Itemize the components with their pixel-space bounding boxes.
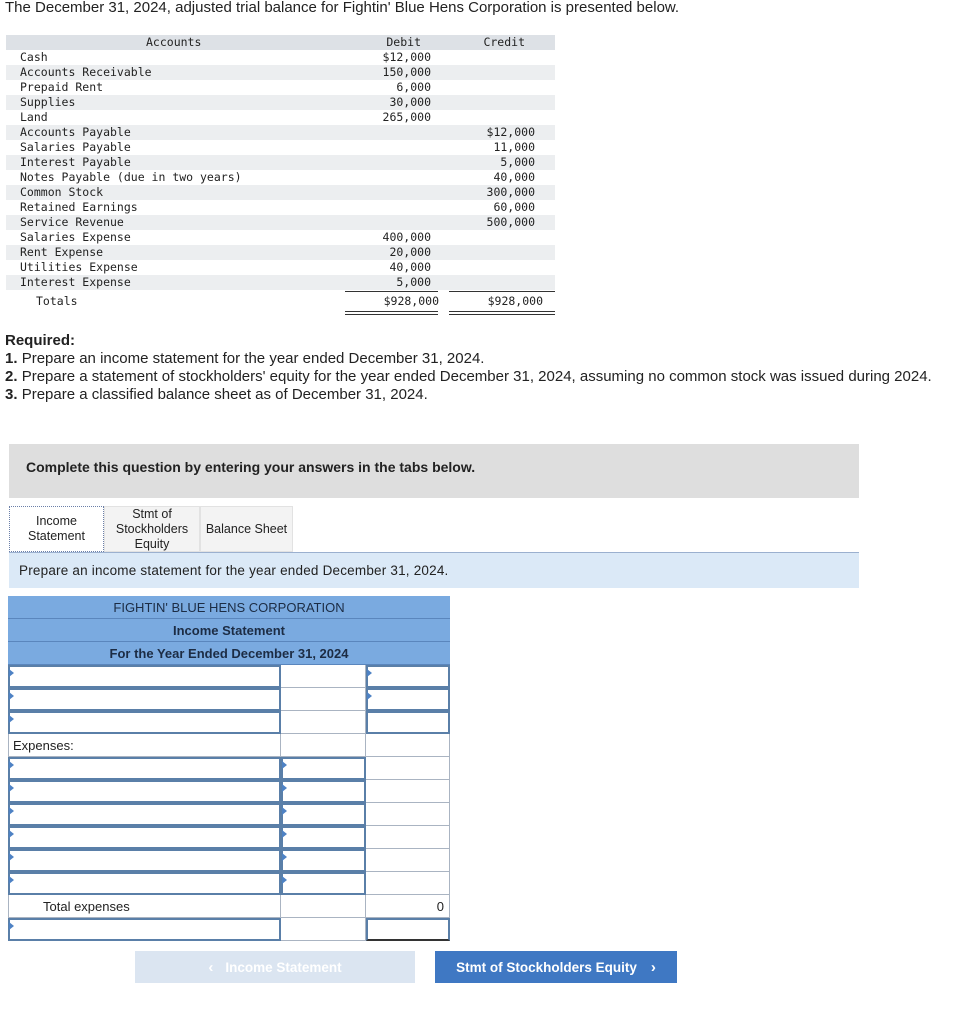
expense-amount-input[interactable]	[281, 780, 366, 803]
credit-amount: 5,000	[500, 155, 535, 169]
debit-amount: $12,000	[382, 50, 431, 64]
credit-total-rule	[449, 291, 555, 292]
credit-double-underline	[449, 311, 555, 315]
income-statement-form	[8, 596, 450, 941]
net-income-total-input[interactable]	[366, 918, 450, 941]
trial-balance-totals	[6, 291, 555, 311]
expense-label-input[interactable]	[8, 803, 281, 826]
account-name: Service Revenue	[20, 215, 124, 229]
account-name: Land	[20, 110, 48, 124]
account-name: Supplies	[20, 95, 76, 109]
intro-text: The December 31, 2024, adjusted trial balance for Fightin' Blue Hens Corporation is presented below.	[5, 0, 680, 16]
debit-amount: 20,000	[389, 245, 431, 259]
required-item-3: 3. Prepare a classified balance sheet as of December 31, 2024.	[5, 386, 428, 403]
account-name: Interest Expense	[20, 275, 131, 289]
expense-row	[8, 757, 450, 780]
account-name: Common Stock	[20, 185, 104, 199]
expense-amount-input[interactable]	[281, 849, 366, 872]
trial-balance-row	[6, 65, 555, 80]
trial-balance-row	[6, 110, 555, 125]
account-name: Prepaid Rent	[20, 80, 104, 94]
expense-total-cell	[366, 872, 450, 895]
trial-balance-row	[6, 185, 555, 200]
total-expenses-value: 0	[366, 895, 450, 918]
tab-prompt-text: Prepare an income statement for the year ended December 31, 2024.	[19, 563, 449, 578]
account-name: Salaries Expense	[20, 230, 131, 244]
revenue-label-input[interactable]	[8, 665, 281, 688]
account-name: Interest Payable	[20, 155, 131, 169]
chevron-left-icon: ‹	[208, 958, 214, 976]
debit-amount: 5,000	[396, 275, 431, 289]
expense-label-input[interactable]	[8, 780, 281, 803]
trial-balance-row	[6, 140, 555, 155]
tab-balance-sheet-label: Balance Sheet	[205, 521, 288, 536]
tab-balance-sheet[interactable]	[200, 506, 293, 552]
debit-amount: 40,000	[389, 260, 431, 274]
trial-balance-row	[6, 95, 555, 110]
account-name: Cash	[20, 50, 48, 64]
expense-row	[8, 780, 450, 803]
trial-balance-row	[6, 275, 555, 290]
prev-tab-label: Income Statement	[225, 959, 342, 975]
tab-income-statement[interactable]	[9, 506, 104, 552]
next-tab-label: Stmt of Stockholders Equity	[456, 959, 637, 975]
expenses-heading-row	[8, 734, 450, 757]
instruction-text: Complete this question by entering your answers in the tabs below.	[26, 459, 476, 475]
expenses-amount-cell	[281, 734, 366, 757]
debit-double-underline	[345, 311, 438, 315]
credit-amount: 300,000	[486, 185, 535, 199]
credit-amount: 11,000	[493, 140, 535, 154]
revenue-row	[8, 711, 450, 734]
account-name: Retained Earnings	[20, 200, 138, 214]
expense-amount-input[interactable]	[281, 757, 366, 780]
debit-amount: 6,000	[396, 80, 431, 94]
header-credit: Credit	[483, 35, 525, 49]
trial-balance-table	[6, 35, 555, 311]
account-name: Accounts Receivable	[20, 65, 152, 79]
total-expenses-amount-cell	[281, 895, 366, 918]
trial-balance-row	[6, 245, 555, 260]
total-expenses-row	[8, 895, 450, 918]
prev-tab-button[interactable]	[135, 951, 415, 983]
trial-balance-row	[6, 215, 555, 230]
totals-debit: $928,000	[383, 294, 439, 308]
expense-total-cell	[366, 757, 450, 780]
tab-prompt	[9, 553, 859, 588]
revenue-row	[8, 688, 450, 711]
revenue-total-input[interactable]	[366, 665, 450, 688]
statement-period: For the Year Ended December 31, 2024	[8, 642, 450, 665]
revenue-amount-cell	[281, 711, 366, 734]
trial-balance-header	[6, 35, 555, 50]
revenue-amount-cell	[281, 665, 366, 688]
expense-amount-input[interactable]	[281, 803, 366, 826]
expense-label-input[interactable]	[8, 849, 281, 872]
next-tab-button[interactable]	[435, 951, 677, 983]
expenses-label: Expenses:	[8, 734, 281, 757]
required-item-1: 1. Prepare an income statement for the year ended December 31, 2024.	[5, 350, 485, 367]
expense-amount-input[interactable]	[281, 872, 366, 895]
net-income-amount-cell	[281, 918, 366, 941]
credit-amount: $12,000	[486, 125, 535, 139]
expense-label-input[interactable]	[8, 826, 281, 849]
trial-balance-row	[6, 80, 555, 95]
totals-credit: $928,000	[487, 294, 543, 308]
revenue-total-input[interactable]	[366, 688, 450, 711]
trial-balance-row	[6, 230, 555, 245]
trial-balance-row	[6, 260, 555, 275]
header-accounts: Accounts	[146, 35, 202, 49]
expense-label-input[interactable]	[8, 872, 281, 895]
debit-amount: 150,000	[382, 65, 431, 79]
tab-stmt-equity-label: Stmt of Stockholders Equity	[115, 506, 189, 551]
credit-amount: 60,000	[493, 200, 535, 214]
net-income-row	[8, 918, 450, 941]
company-name: FIGHTIN' BLUE HENS CORPORATION	[8, 596, 450, 619]
total-expenses-label: Total expenses	[8, 895, 281, 918]
revenue-label-input[interactable]	[8, 688, 281, 711]
expense-total-cell	[366, 826, 450, 849]
trial-balance-row	[6, 50, 555, 65]
required-item-2: 2. Prepare a statement of stockholders' equity for the year ended December 31, 2024, assuming no common stock was issued during 2024.	[5, 368, 932, 385]
totals-label: Totals	[36, 294, 78, 308]
required-section	[5, 332, 950, 404]
account-name: Utilities Expense	[20, 260, 138, 274]
tab-income-statement-label: Income Statement	[28, 514, 85, 543]
account-name: Accounts Payable	[20, 125, 131, 139]
expense-total-cell	[366, 803, 450, 826]
header-debit: Debit	[386, 35, 421, 49]
tab-stmt-equity[interactable]	[104, 506, 200, 552]
credit-amount: 500,000	[486, 215, 535, 229]
account-name: Salaries Payable	[20, 140, 131, 154]
expense-row	[8, 849, 450, 872]
expense-amount-input[interactable]	[281, 826, 366, 849]
debit-amount: 265,000	[382, 110, 431, 124]
account-name: Notes Payable (due in two years)	[20, 170, 242, 184]
trial-balance-row	[6, 170, 555, 185]
debit-amount: 400,000	[382, 230, 431, 244]
expense-row	[8, 872, 450, 895]
trial-balance-row	[6, 155, 555, 170]
revenue-row	[8, 665, 450, 688]
chevron-right-icon: ›	[650, 958, 656, 976]
trial-balance-row	[6, 200, 555, 215]
expenses-total-cell	[366, 734, 450, 757]
expense-total-cell	[366, 780, 450, 803]
expense-label-input[interactable]	[8, 757, 281, 780]
expense-row	[8, 826, 450, 849]
credit-amount: 40,000	[493, 170, 535, 184]
revenue-amount-cell	[281, 688, 366, 711]
expense-total-cell	[366, 849, 450, 872]
debit-total-rule	[345, 291, 438, 292]
expense-row	[8, 803, 450, 826]
account-name: Rent Expense	[20, 245, 104, 259]
statement-title: Income Statement	[8, 619, 450, 642]
trial-balance-row	[6, 125, 555, 140]
instruction-banner	[9, 444, 859, 498]
revenue-total-input[interactable]	[366, 711, 450, 734]
revenue-label-input[interactable]	[8, 711, 281, 734]
net-income-label-input[interactable]	[8, 918, 281, 941]
required-heading: Required:	[5, 332, 76, 349]
debit-amount: 30,000	[389, 95, 431, 109]
